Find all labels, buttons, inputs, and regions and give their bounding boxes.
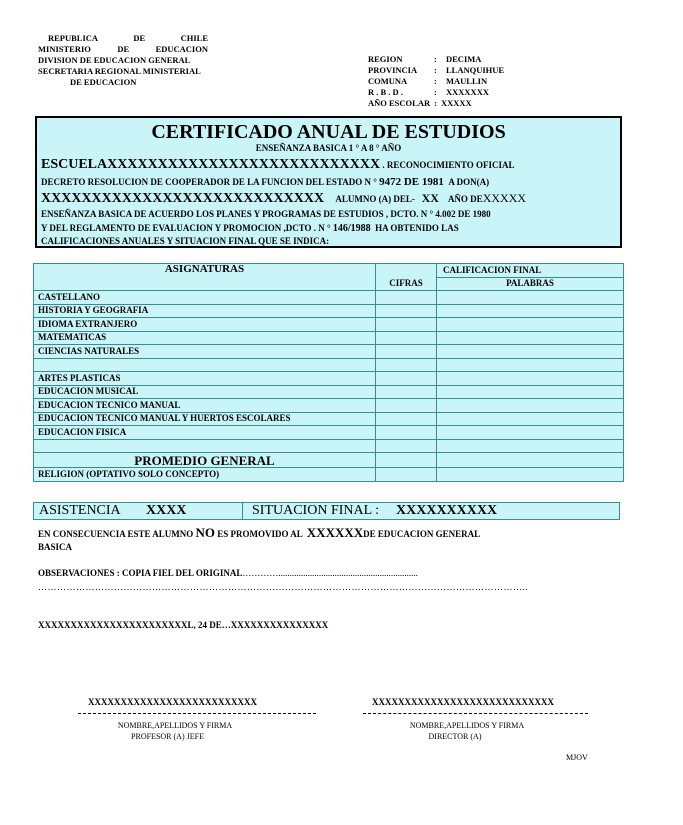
certificate-title: CERTIFICADO ANUAL DE ESTUDIOS — [151, 121, 506, 143]
attendance-bar — [33, 502, 620, 520]
subject-name: EDUCACION FISICA — [34, 426, 376, 440]
table-row — [34, 331, 624, 345]
grade-words-cell[interactable] — [437, 304, 624, 318]
year-label: AÑO DE — [447, 194, 483, 204]
grade-figures-cell[interactable] — [376, 358, 437, 372]
region-value: DECIMA — [446, 54, 482, 64]
decree-text: DECRETO RESOLUCION DE COOPERADOR DE LA FUNCION DEL ESTADO N ° — [41, 177, 377, 187]
program-line: ENSEÑANZA BASICA DE ACUERDO LOS PLANES Y PROGRAMAS DE ESTUDIOS , DCTO. N ° 4.002 DE 1980 — [41, 209, 491, 219]
table-row — [34, 399, 624, 413]
commune-value: MAULLIN — [446, 76, 488, 86]
attendance-value: XXXX — [146, 503, 187, 518]
header-line-4: SECRETARIA REGIONAL MINISTERIAL — [38, 66, 201, 76]
teacher-name: XXXXXXXXXXXXXXXXXXXXXXXXXX — [88, 697, 257, 707]
teacher-label-2: PROFESOR (A) JEFE — [131, 732, 204, 741]
table-row — [34, 318, 624, 332]
table-row — [34, 439, 624, 453]
grade-words-cell[interactable] — [437, 291, 624, 305]
grade-words-cell[interactable] — [437, 426, 624, 440]
school-year-row: AÑO ESCOLAR : XXXXX — [368, 98, 472, 108]
table-header-row — [34, 264, 624, 278]
grade-words-cell[interactable] — [437, 385, 624, 399]
subject-name — [34, 439, 376, 453]
promotion-text-d: BASICA — [38, 542, 73, 552]
grade-words-cell[interactable] — [437, 439, 624, 453]
header-republica: REPUBLICA — [48, 33, 99, 43]
subject-name: MATEMATICAS — [34, 331, 376, 345]
grade-words-cell[interactable] — [437, 318, 624, 332]
grade-figures-cell[interactable] — [376, 318, 437, 332]
header-line-3: DIVISION DE EDUCACION GENERAL — [38, 55, 191, 65]
table-row — [34, 291, 624, 305]
subject-name: ARTES PLASTICAS — [34, 372, 376, 386]
qualifications-line: CALIFICACIONES ANUALES Y SITUACION FINAL QUE SE INDICA: — [41, 236, 330, 246]
regulation-number: 146/1988 — [332, 223, 371, 234]
average-figures-cell[interactable] — [376, 453, 437, 468]
subject-name: EDUCACION MUSICAL — [34, 385, 376, 399]
to-text: A DON(A) — [448, 177, 490, 187]
grades-table — [33, 263, 624, 482]
grade-words-cell[interactable] — [437, 345, 624, 359]
header-de: DE — [133, 33, 146, 43]
certificate-box — [35, 116, 622, 248]
recognition-text: . RECONOCIMIENTO OFICIAL — [382, 160, 515, 170]
grade-figures-cell[interactable] — [376, 399, 437, 413]
header-line-2 — [38, 44, 208, 55]
grade-words-cell[interactable] — [437, 358, 624, 372]
teacher-signature-line — [78, 713, 316, 714]
student-label: ALUMNO (A) DEL- — [335, 194, 415, 204]
grade-figures-cell[interactable] — [376, 439, 437, 453]
initials: MJOV — [566, 753, 588, 762]
grade-words-cell[interactable] — [437, 412, 624, 426]
rbd-key: R . B . D . — [368, 87, 403, 97]
subject-name: CASTELLANO — [34, 291, 376, 305]
table-row — [34, 345, 624, 359]
regulation-suffix: HA OBTENIDO LAS — [375, 223, 459, 233]
province-key: PROVINCIA — [368, 65, 418, 75]
table-row — [34, 304, 624, 318]
promotion-level: XXXXXX — [306, 525, 364, 540]
grade-words-cell[interactable] — [437, 331, 624, 345]
grade-figures-cell[interactable] — [376, 426, 437, 440]
header-chile: CHILE — [180, 33, 208, 43]
subject-name: IDIOMA EXTRANJERO — [34, 318, 376, 332]
promotion-text-c: DE EDUCACION GENERAL — [363, 529, 481, 539]
header-line-5: DE EDUCACION — [70, 77, 137, 87]
rbd-row: R . B . D . : XXXXXXX — [368, 87, 489, 97]
religion-words-cell[interactable] — [437, 468, 624, 482]
school-year-value: XXXXX — [440, 98, 472, 108]
subject-name — [34, 358, 376, 372]
words-header: PALABRAS — [437, 277, 624, 291]
rbd-value: XXXXXXX — [446, 87, 489, 97]
director-name: XXXXXXXXXXXXXXXXXXXXXXXXXXXX — [372, 697, 554, 707]
promotion-statement — [38, 525, 638, 541]
observations-dots-2: ……………………………………………………………………………………………………………………………………….. — [38, 582, 528, 592]
average-words-cell[interactable] — [437, 453, 624, 468]
grade-figures-cell[interactable] — [376, 412, 437, 426]
place-date: XXXXXXXXXXXXXXXXXXXXXXXL, 24 DE…XXXXXXXXXXXXXXX — [38, 620, 329, 630]
regulation-line — [41, 223, 459, 234]
table-row — [34, 372, 624, 386]
grade-words-cell[interactable] — [437, 399, 624, 413]
average-row — [34, 453, 624, 468]
grade-figures-cell[interactable] — [376, 331, 437, 345]
director-label-2: DIRECTOR (A) — [428, 732, 482, 741]
promotion-text-b: ES PROMOVIDO AL — [217, 529, 303, 539]
student-line — [41, 191, 526, 207]
observations-text: : COPIA FIEL DEL ORIGINAL — [116, 568, 243, 578]
subject-name: EDUCACION TECNICO MANUAL — [34, 399, 376, 413]
table-row — [34, 358, 624, 372]
attendance-divider — [242, 503, 243, 519]
school-year-key: AÑO ESCOLAR — [368, 98, 431, 108]
promotion-no: NO — [195, 525, 216, 540]
table-row — [34, 385, 624, 399]
religion-label: RELIGION (OPTATIVO SOLO CONCEPTO) — [34, 468, 376, 482]
final-grade-header: CALIFICACION FINAL — [437, 264, 624, 278]
observations-label: OBSERVACIONES — [38, 568, 115, 578]
final-situation-label: SITUACION FINAL : — [252, 503, 380, 518]
subject-name: EDUCACION TECNICO MANUAL Y HUERTOS ESCOLARES — [34, 412, 376, 426]
figures-header: CIFRAS — [376, 277, 437, 291]
table-row — [34, 426, 624, 440]
religion-figures-cell[interactable] — [376, 468, 437, 482]
subject-name: HISTORIA Y GEOGRAFIA — [34, 304, 376, 318]
school-line — [41, 157, 514, 173]
observations-line — [38, 568, 418, 578]
promotion-text-a: EN CONSECUENCIA ESTE ALUMNO — [38, 529, 194, 539]
decree-line — [41, 176, 489, 188]
region-key: REGION — [368, 54, 403, 64]
header-ministerio: MINISTERIO — [38, 44, 91, 54]
grade-figures-cell[interactable] — [376, 385, 437, 399]
ministry-header — [38, 33, 238, 88]
observations-dots-1: ………….............................................................. — [242, 568, 418, 578]
region-row: REGION : DECIMA — [368, 54, 482, 64]
student-name: XXXXXXXXXXXXXXXXXXXXXXXXXXXX — [41, 191, 325, 206]
attendance-label: ASISTENCIA — [39, 503, 121, 518]
decree-number: 9472 DE 1981 — [379, 176, 444, 188]
grade-words-cell[interactable] — [437, 372, 624, 386]
grade-figures-cell[interactable] — [376, 291, 437, 305]
province-row: PROVINCIA : LLANQUIHUE — [368, 65, 505, 75]
final-situation-value: XXXXXXXXXX — [396, 503, 498, 518]
grade-figures-cell[interactable] — [376, 372, 437, 386]
region-info — [368, 54, 548, 109]
header-educacion: EDUCACION — [155, 44, 208, 54]
student-grade: XX — [421, 191, 439, 205]
province-value: LLANQUIHUE — [446, 65, 505, 75]
grade-figures-cell[interactable] — [376, 345, 437, 359]
subjects-header: ASIGNATURAS — [34, 264, 376, 291]
year-value: XXXXX — [482, 191, 527, 205]
director-label-1: NOMBRE,APELLIDOS Y FIRMA — [409, 721, 525, 730]
blank-header-cell — [376, 264, 437, 278]
header-de-2: DE — [117, 44, 130, 54]
table-row — [34, 412, 624, 426]
subject-name: CIENCIAS NATURALES — [34, 345, 376, 359]
religion-row — [34, 468, 624, 482]
commune-key: COMUNA — [368, 76, 408, 86]
teacher-label-1: NOMBRE,APELLIDOS Y FIRMA — [117, 721, 233, 730]
header-line-1 — [38, 33, 208, 44]
school-name: ESCUELAXXXXXXXXXXXXXXXXXXXXXXXXXXX — [41, 157, 381, 172]
average-label: PROMEDIO GENERAL — [34, 453, 376, 468]
regulation-text: Y DEL REGLAMENTO DE EVALUACION Y PROMOCION ,DCTO . N ° — [41, 223, 331, 233]
commune-row: COMUNA : MAULLIN — [368, 76, 488, 86]
certificate-subtitle: ENSEÑANZA BASICA 1 ° A 8 ° AÑO — [255, 143, 402, 153]
director-signature-line — [363, 713, 588, 714]
grade-figures-cell[interactable] — [376, 304, 437, 318]
